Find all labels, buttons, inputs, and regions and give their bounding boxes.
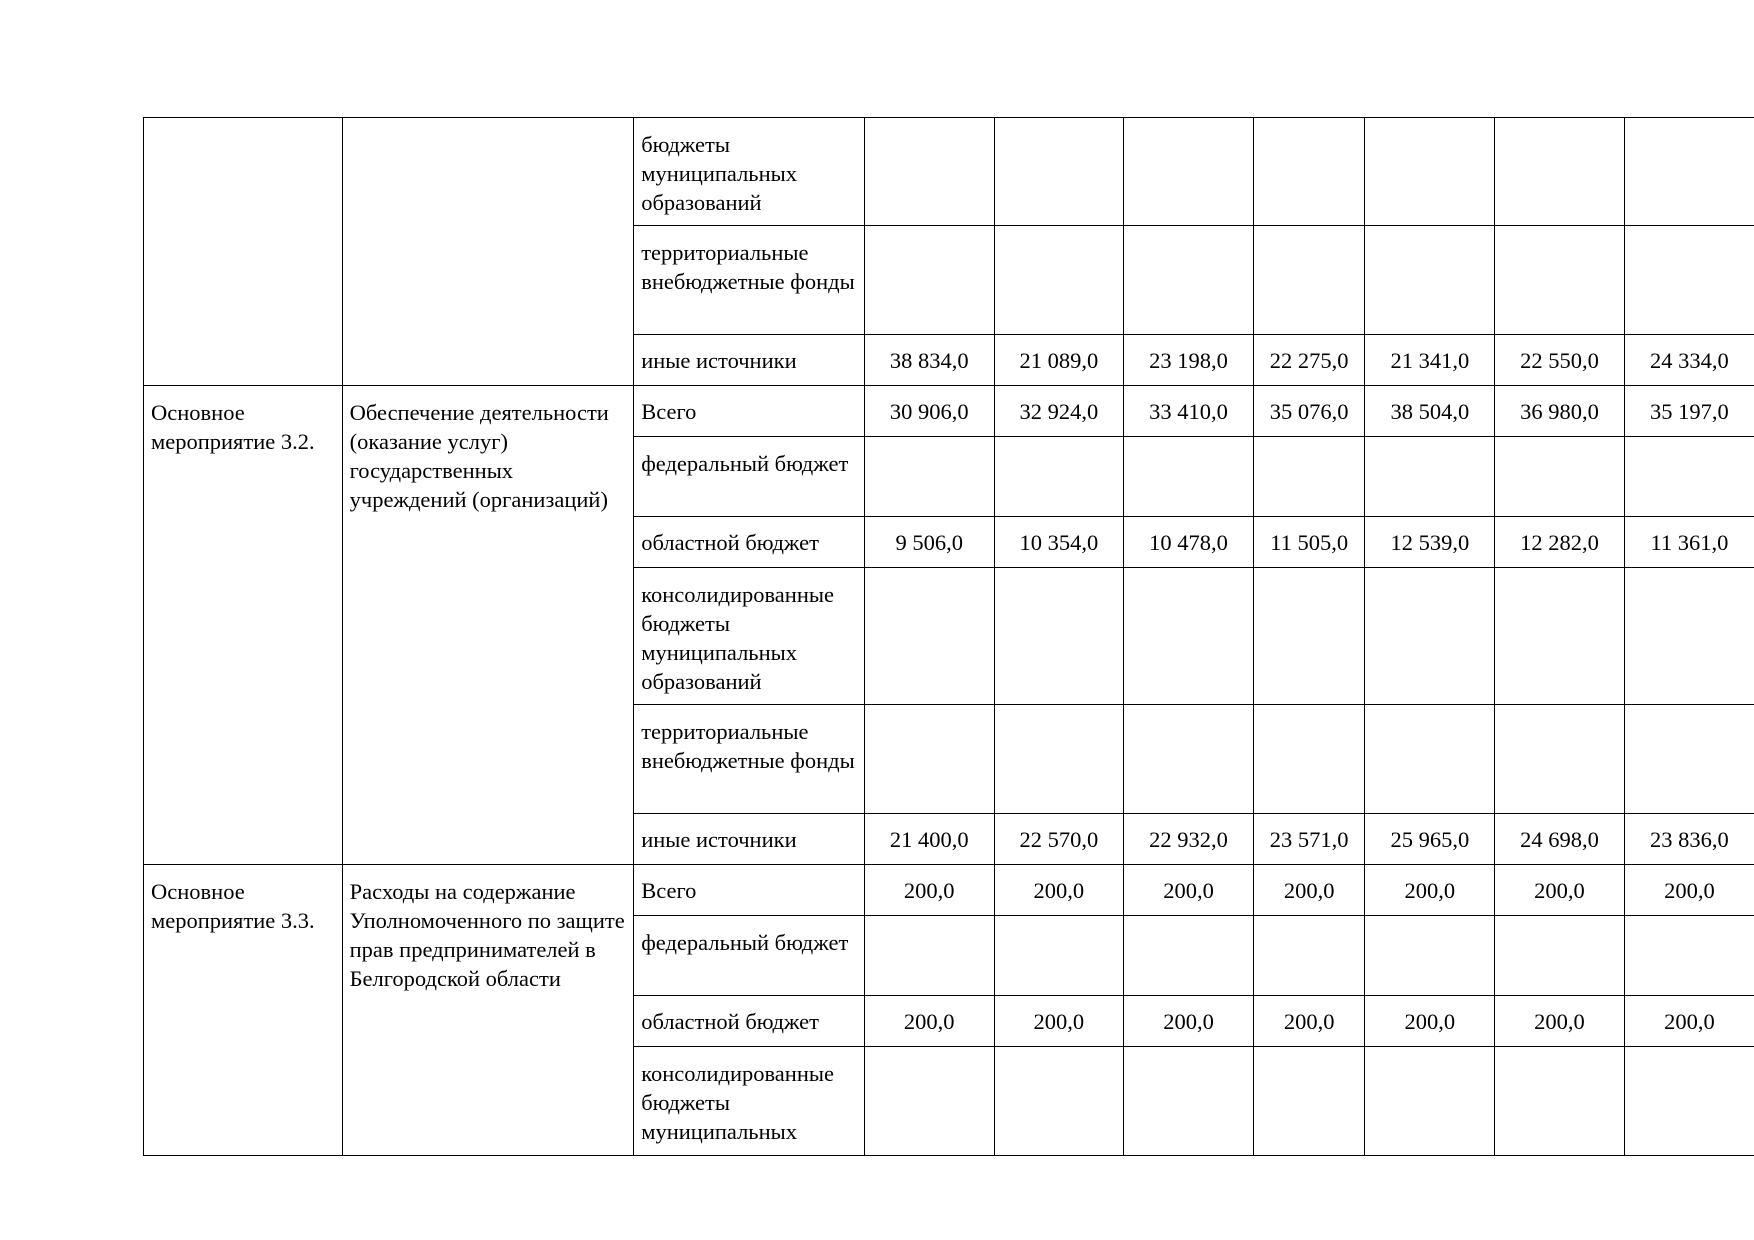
activity-code-cell: Основное мероприятие 3.3.	[144, 865, 343, 1156]
value-cell: 200,0	[1124, 996, 1254, 1047]
value-cell: 21 089,0	[994, 335, 1124, 386]
value-cell: 11 505,0	[1253, 517, 1365, 568]
value-cell: 200,0	[1624, 996, 1754, 1047]
value-cell	[994, 916, 1124, 996]
value-cell: 32 924,0	[994, 386, 1124, 437]
value-cell	[994, 226, 1124, 335]
value-cell: 200,0	[994, 996, 1124, 1047]
value-cell	[994, 1047, 1124, 1156]
value-cell: 24 698,0	[1495, 814, 1625, 865]
source-municipal: бюджеты муниципальных образований	[634, 118, 865, 226]
value-cell	[1365, 437, 1495, 517]
table-row	[144, 865, 1754, 916]
value-cell: 200,0	[1253, 996, 1365, 1047]
value-cell: 23 571,0	[1253, 814, 1365, 865]
value-cell	[864, 916, 994, 996]
value-cell	[1253, 226, 1365, 335]
value-cell	[1124, 705, 1254, 814]
value-cell: 38 504,0	[1365, 386, 1495, 437]
source-regional: областной бюджет	[634, 996, 865, 1047]
value-cell	[994, 118, 1124, 226]
source-other: иные источники	[634, 814, 865, 865]
value-cell: 21 400,0	[864, 814, 994, 865]
value-cell	[1365, 226, 1495, 335]
value-cell: 35 197,0	[1624, 386, 1754, 437]
value-cell	[1124, 1047, 1254, 1156]
value-cell	[1365, 916, 1495, 996]
value-cell	[1365, 1047, 1495, 1156]
value-cell: 23 836,0	[1624, 814, 1754, 865]
value-cell	[864, 568, 994, 705]
value-cell	[1624, 437, 1754, 517]
activity-title-cell	[342, 118, 634, 386]
value-cell: 200,0	[1624, 865, 1754, 916]
value-cell	[1253, 568, 1365, 705]
value-cell: 23 198,0	[1124, 335, 1254, 386]
value-cell	[1365, 705, 1495, 814]
value-cell	[1624, 916, 1754, 996]
source-consolidated: консолидированные бюджеты муниципальных образований	[634, 568, 865, 705]
value-cell: 22 932,0	[1124, 814, 1254, 865]
value-cell	[994, 568, 1124, 705]
table-row	[144, 118, 1754, 226]
value-cell: 200,0	[1495, 996, 1625, 1047]
value-cell	[1124, 118, 1254, 226]
value-cell	[1253, 705, 1365, 814]
value-cell: 200,0	[994, 865, 1124, 916]
value-cell	[1624, 118, 1754, 226]
value-cell: 200,0	[864, 996, 994, 1047]
value-cell	[1124, 437, 1254, 517]
value-cell: 22 570,0	[994, 814, 1124, 865]
source-federal: федеральный бюджет	[634, 916, 865, 996]
value-cell	[1253, 118, 1365, 226]
value-cell: 21 341,0	[1365, 335, 1495, 386]
source-regional: областной бюджет	[634, 517, 865, 568]
value-cell: 200,0	[1124, 865, 1254, 916]
activity-code-cell	[144, 118, 343, 386]
value-cell: 10 354,0	[994, 517, 1124, 568]
value-cell	[1495, 437, 1625, 517]
value-cell: 12 539,0	[1365, 517, 1495, 568]
activity-title-cell: Обеспечение деятельности (оказание услуг) государственных учреждений (организаций)	[342, 386, 634, 865]
value-cell: 9 506,0	[864, 517, 994, 568]
value-cell: 35 076,0	[1253, 386, 1365, 437]
value-cell	[1624, 1047, 1754, 1156]
value-cell	[1495, 916, 1625, 996]
value-cell: 22 550,0	[1495, 335, 1625, 386]
value-cell: 33 410,0	[1124, 386, 1254, 437]
source-federal: федеральный бюджет	[634, 437, 865, 517]
value-cell	[1365, 118, 1495, 226]
value-cell: 200,0	[1365, 996, 1495, 1047]
value-cell: 200,0	[864, 865, 994, 916]
activity-code-cell: Основное мероприятие 3.2.	[144, 386, 343, 865]
activity-title-cell: Расходы на содержание Уполномоченного по защите прав предпринимателей в Белгородской области	[342, 865, 634, 1156]
value-cell	[864, 437, 994, 517]
value-cell	[1124, 226, 1254, 335]
value-cell	[1124, 916, 1254, 996]
source-other: иные источники	[634, 335, 865, 386]
value-cell	[1253, 437, 1365, 517]
value-cell	[1495, 118, 1625, 226]
value-cell: 38 834,0	[864, 335, 994, 386]
value-cell	[1365, 568, 1495, 705]
value-cell	[1624, 568, 1754, 705]
value-cell	[994, 705, 1124, 814]
value-cell	[1495, 568, 1625, 705]
value-cell	[1253, 916, 1365, 996]
value-cell: 200,0	[1495, 865, 1625, 916]
value-cell	[864, 118, 994, 226]
value-cell: 30 906,0	[864, 386, 994, 437]
value-cell: 24 334,0	[1624, 335, 1754, 386]
budget-table	[143, 117, 1754, 1156]
value-cell	[1495, 1047, 1625, 1156]
value-cell: 10 478,0	[1124, 517, 1254, 568]
value-cell: 200,0	[1365, 865, 1495, 916]
source-total: Всего	[634, 386, 865, 437]
value-cell	[1495, 705, 1625, 814]
value-cell: 36 980,0	[1495, 386, 1625, 437]
value-cell	[1495, 226, 1625, 335]
value-cell: 22 275,0	[1253, 335, 1365, 386]
value-cell	[1124, 568, 1254, 705]
value-cell	[1624, 226, 1754, 335]
value-cell	[864, 226, 994, 335]
value-cell	[1253, 1047, 1365, 1156]
source-territorial: территориальные внебюджетные фонды	[634, 705, 865, 814]
source-total: Всего	[634, 865, 865, 916]
value-cell	[864, 1047, 994, 1156]
value-cell: 25 965,0	[1365, 814, 1495, 865]
value-cell	[994, 437, 1124, 517]
value-cell	[1624, 705, 1754, 814]
value-cell: 11 361,0	[1624, 517, 1754, 568]
table-row	[144, 386, 1754, 437]
source-consolidated: консолидированные бюджеты муниципальных	[634, 1047, 865, 1156]
source-territorial: территориальные внебюджетные фонды	[634, 226, 865, 335]
value-cell	[864, 705, 994, 814]
value-cell: 200,0	[1253, 865, 1365, 916]
value-cell: 12 282,0	[1495, 517, 1625, 568]
